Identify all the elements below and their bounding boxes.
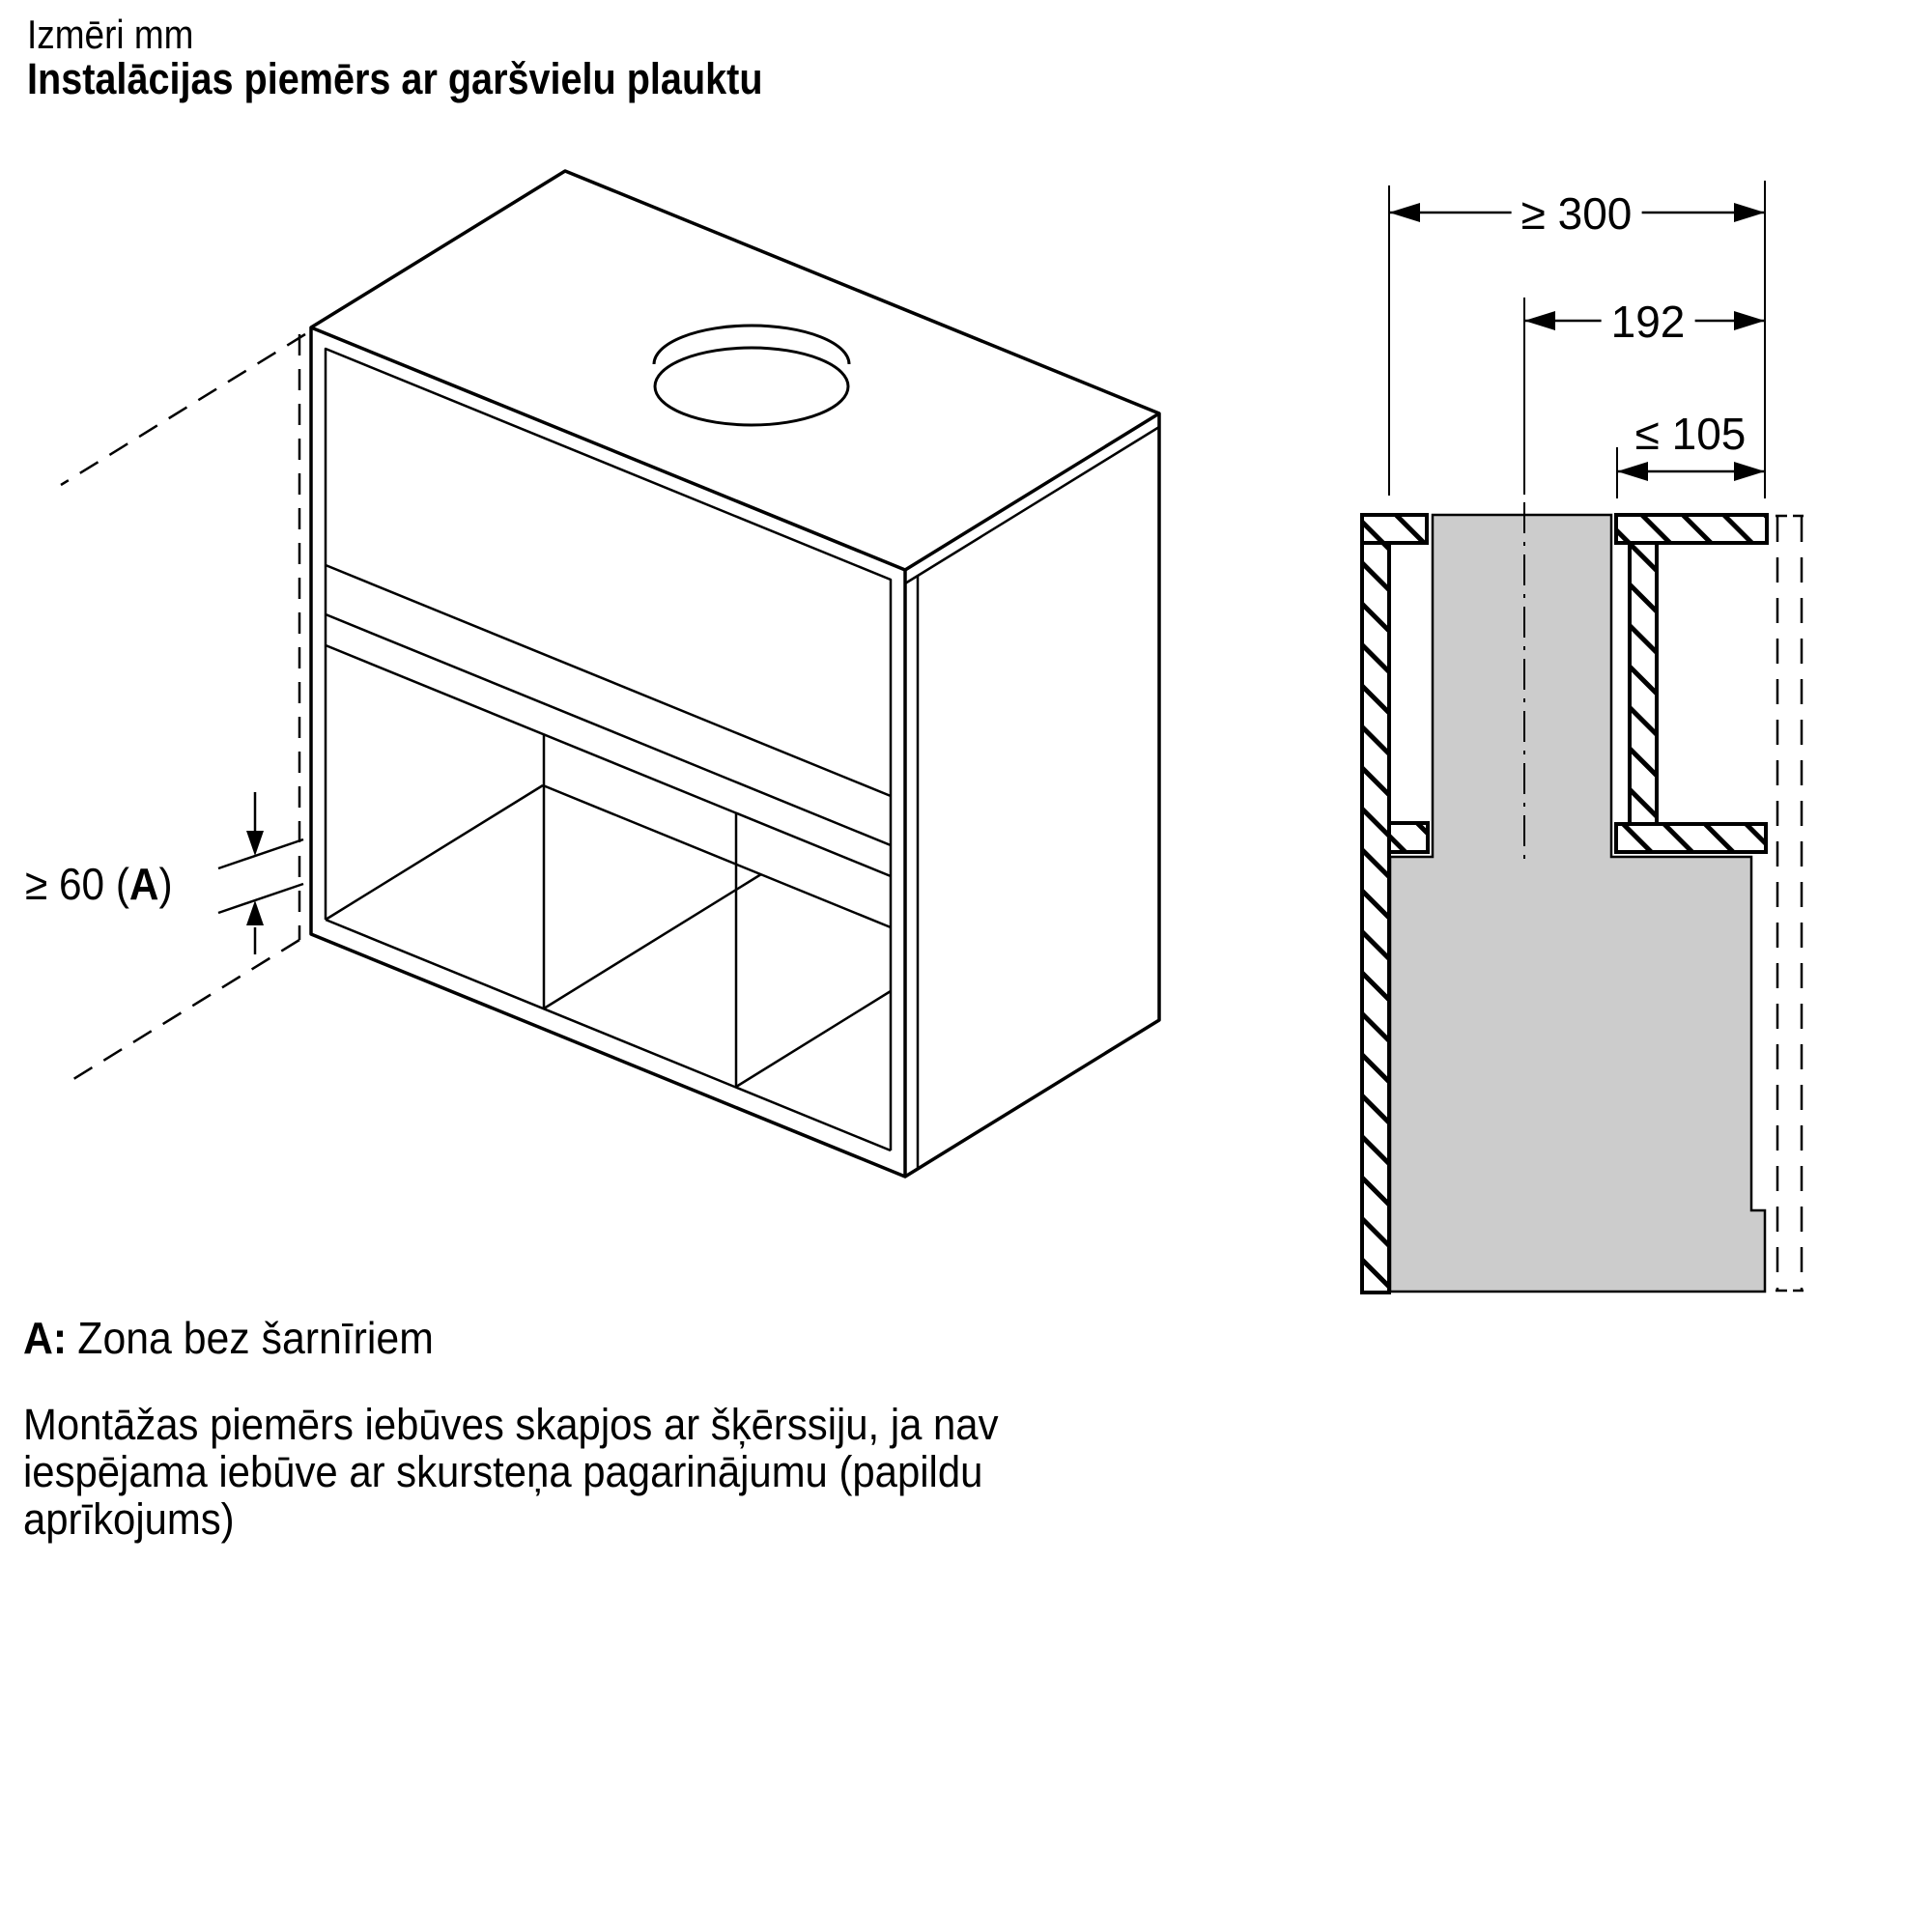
optional-extension-dashed: [1776, 516, 1804, 1292]
note-line: Montāžas piemērs iebūves skapjos ar šķērssiju, ja nav: [23, 1400, 999, 1449]
clearance-60-label: ≥ 60 (A): [25, 859, 173, 909]
cross-section-diagram: [1362, 181, 1804, 1293]
dimension-105: [1617, 462, 1765, 481]
legend-marker: A:: [23, 1313, 68, 1363]
dim-label-300: ≥ 300: [1512, 187, 1642, 240]
right-wall-hatched: [1616, 515, 1767, 852]
page-title: Instalācijas piemērs ar garšvielu plauktu: [27, 54, 763, 103]
legend-zone-a: [23, 1312, 434, 1364]
mounting-note: [23, 1401, 999, 1543]
legend-text: Zona bez šarnīriem: [77, 1313, 434, 1363]
isometric-cabinet-diagram: [61, 171, 1159, 1177]
dim-label-105: ≤ 105: [1634, 409, 1747, 459]
duct-body: [1390, 515, 1765, 1292]
note-line: iespējama iebūve ar skursteņa pagarinājumu (papildu: [23, 1447, 983, 1496]
adjacent-cabinet-dashed-lines: [61, 334, 305, 1084]
dim-label-192: 192: [1602, 296, 1695, 348]
units-label: Izmēri mm: [27, 12, 194, 57]
note-line: aprīkojums): [23, 1494, 235, 1544]
clearance-60-markers: [218, 792, 303, 954]
